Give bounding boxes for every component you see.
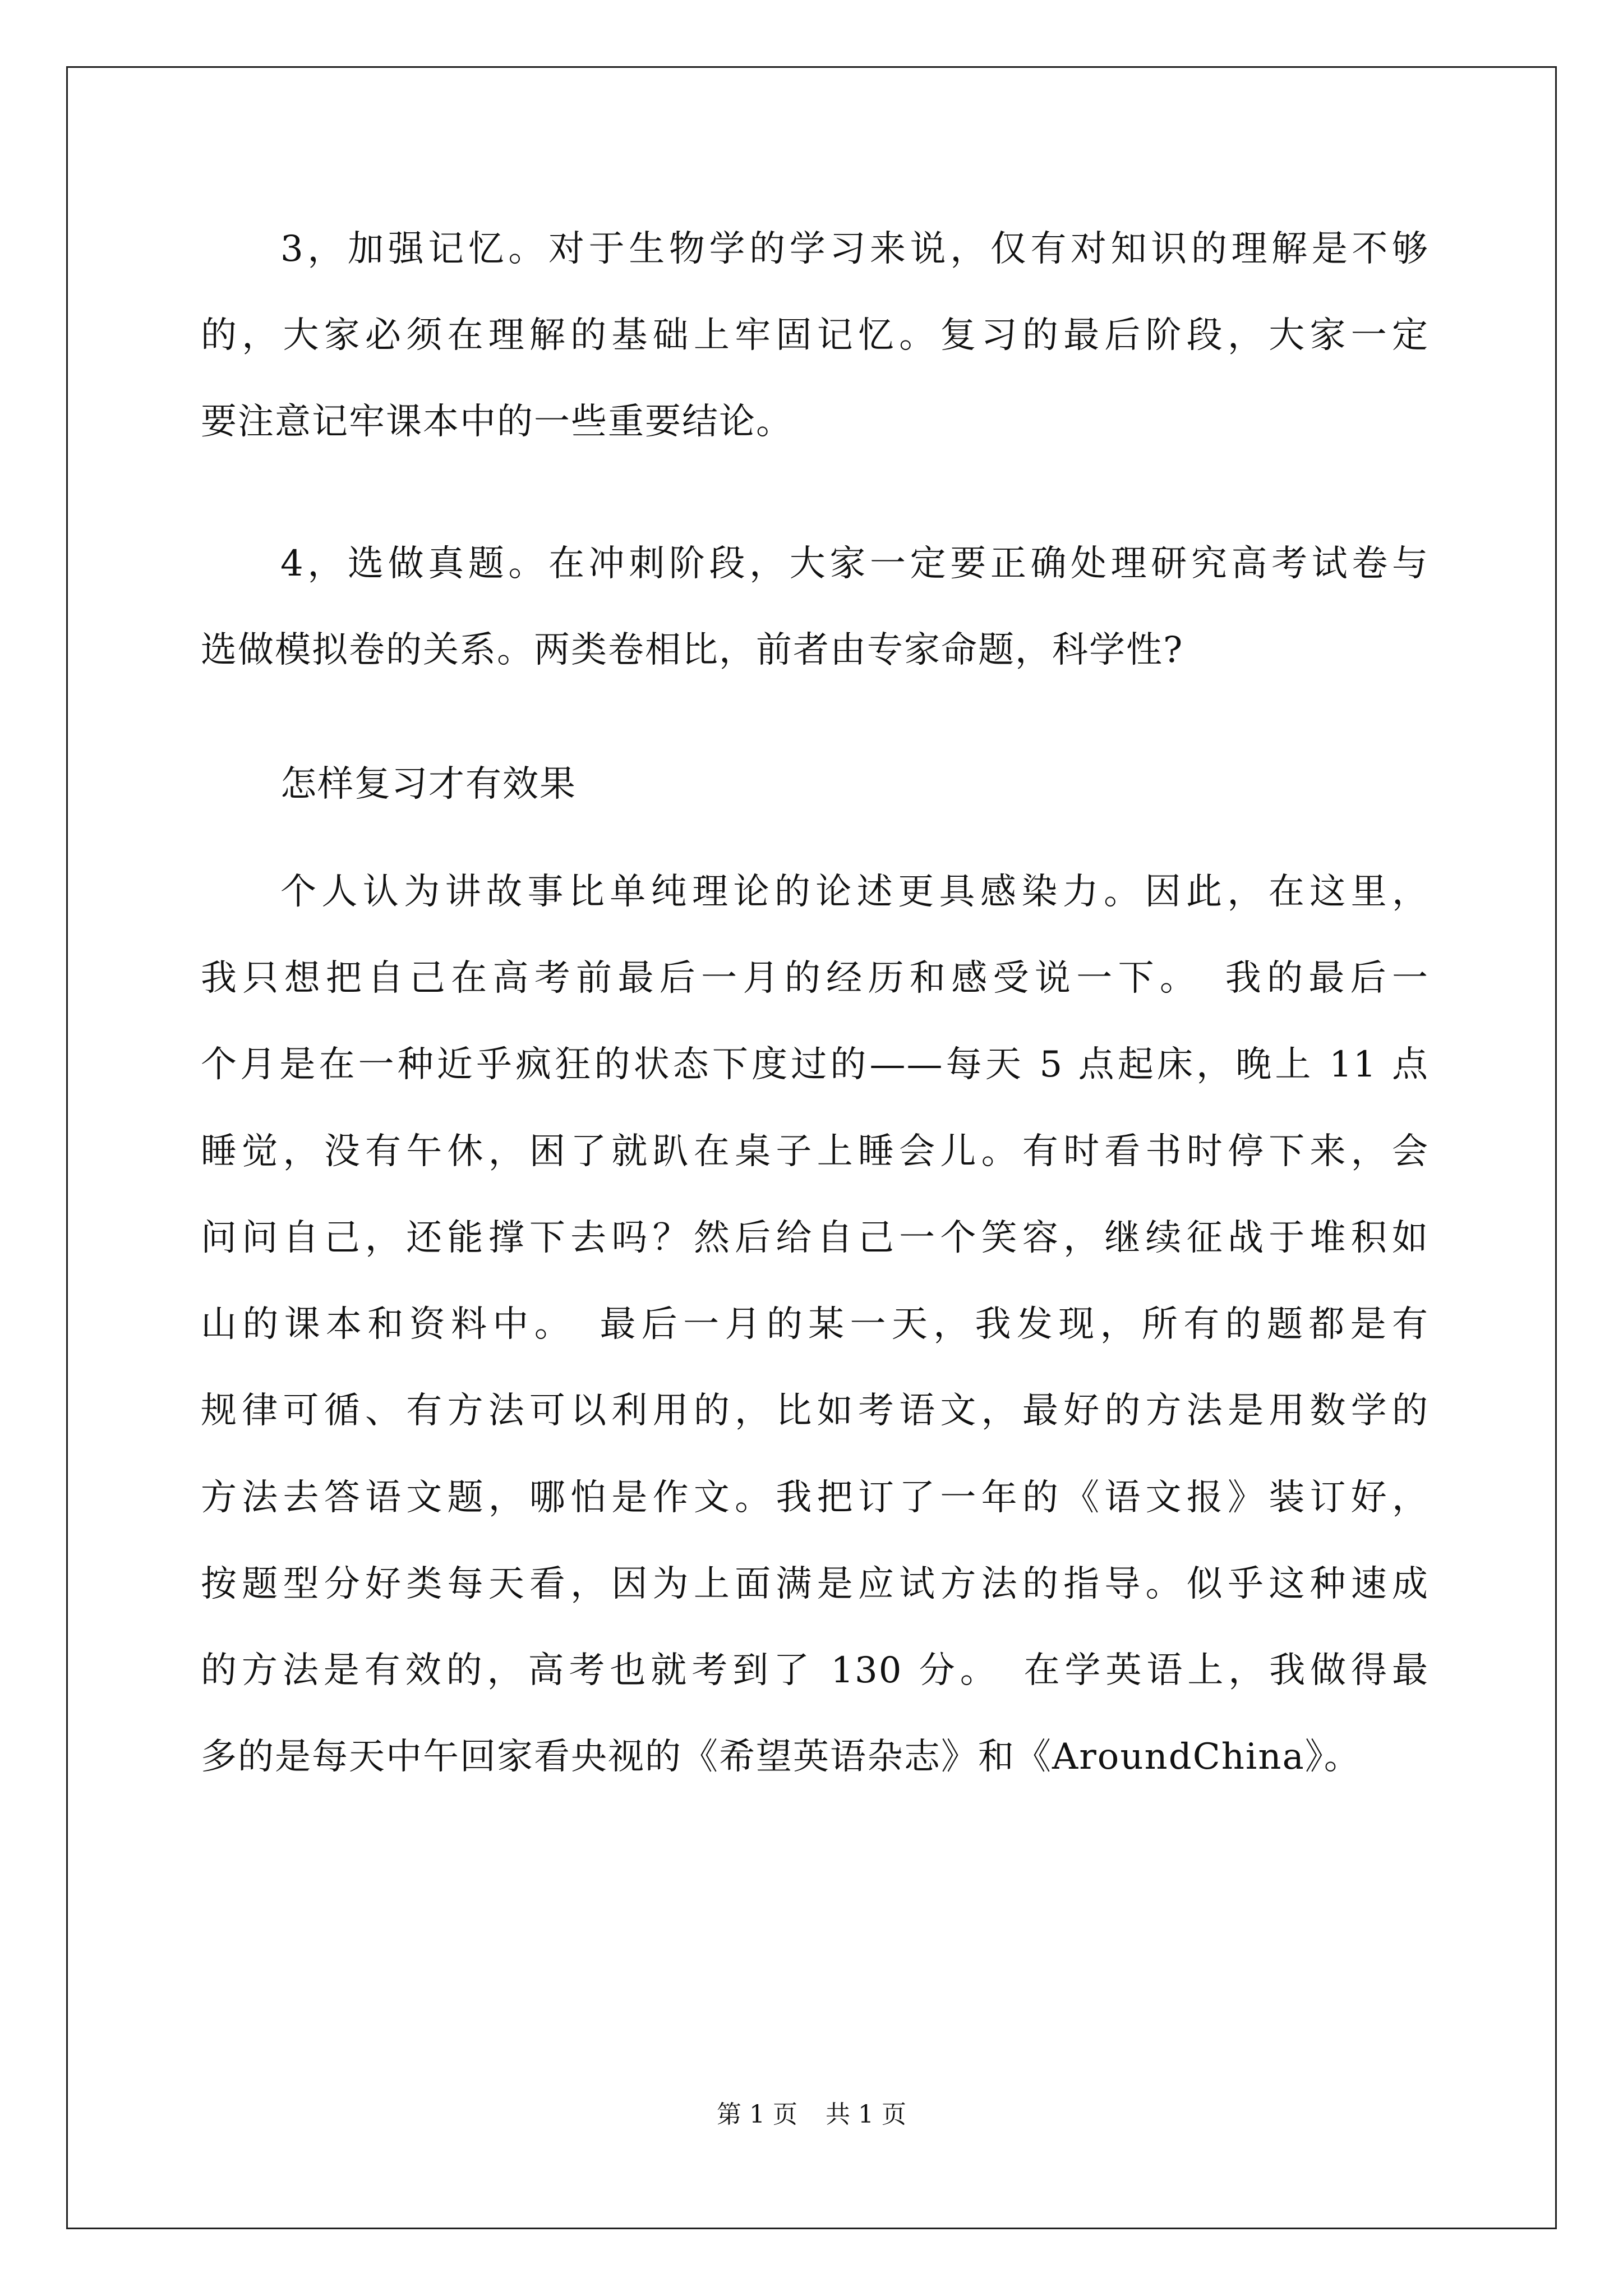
- paragraph-line: 按题型分好类每天看，因为上面满是应试方法的指导。似乎这种速成: [201, 1563, 1429, 1605]
- paragraph-line: 要注意记牢课本中的一些重要结论。: [201, 401, 793, 443]
- page-footer: [0, 2098, 1623, 2132]
- paragraph-line: 的，大家必须在理解的基础上牢固记忆。复习的最后阶段，大家一定: [201, 315, 1429, 356]
- section-heading: 怎样复习才有效果: [280, 763, 577, 805]
- paragraph-line: 方法去答语文题，哪怕是作文。我把订了一年的《语文报》装订好，: [201, 1477, 1429, 1519]
- paragraph-line: 我只想把自己在高考前最后一月的经历和感受说一下。 我的最后一: [201, 958, 1429, 999]
- paragraph-line: 个人认为讲故事比单纯理论的论述更具感染力。因此，在这里，: [280, 871, 1429, 913]
- paragraph-line: 睡觉，没有午休，困了就趴在桌子上睡会儿。有时看书时停下来，会: [201, 1131, 1429, 1172]
- paragraph-line: 规律可循、有方法可以利用的，比如考语文，最好的方法是用数学的: [201, 1390, 1429, 1432]
- paragraph-line: 多的是每天中午回家看央视的《希望英语杂志》和《AroundChina》。: [201, 1736, 1361, 1778]
- paragraph-line: 3，加强记忆。对于生物学的学习来说，仅有对知识的理解是不够: [280, 228, 1429, 270]
- page-number-current: 第 1 页: [717, 2100, 797, 2129]
- paragraph-line: 个月是在一种近乎疯狂的状态下度过的——每天 5 点起床，晚上 11 点: [201, 1044, 1429, 1085]
- paragraph-line: 山的课本和资料中。 最后一月的某一天，我发现，所有的题都是有: [201, 1304, 1429, 1345]
- paragraph-line: 问问自己，还能撑下去吗？然后给自己一个笑容，继续征战于堆积如: [201, 1217, 1429, 1259]
- page-number-total: 共 1 页: [826, 2100, 906, 2129]
- paragraph-line: 4，选做真题。在冲刺阶段，大家一定要正确处理研究高考试卷与: [280, 543, 1429, 585]
- paragraph-line: 的方法是有效的，高考也就考到了 130 分。 在学英语上，我做得最: [201, 1650, 1429, 1691]
- paragraph-line: 选做模拟卷的关系。两类卷相比，前者由专家命题，科学性?: [201, 629, 1184, 671]
